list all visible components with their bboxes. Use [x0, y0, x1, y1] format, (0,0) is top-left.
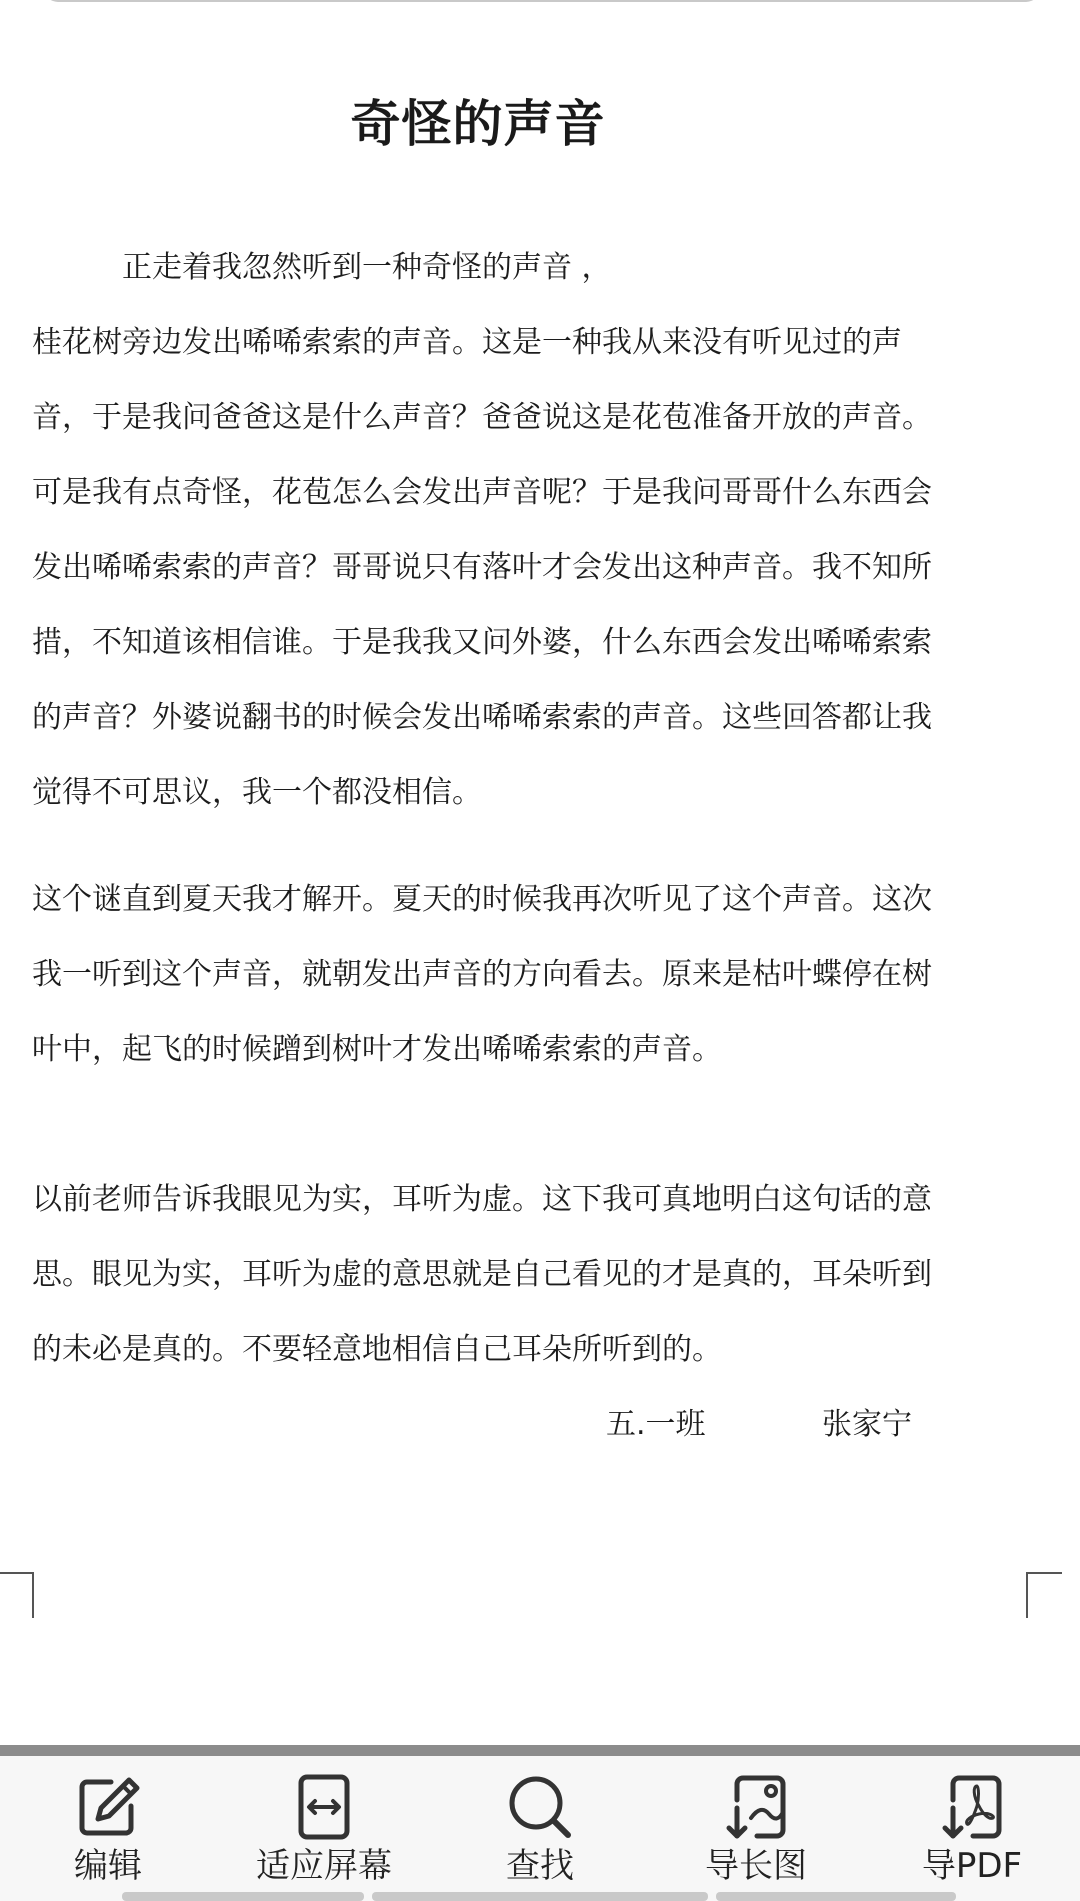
pdf-export-icon	[939, 1774, 1005, 1840]
paragraph-line: 发出唏唏索索的声音？哥哥说只有落叶才会发出这种声音。我不知所	[32, 550, 932, 585]
signature-author: 张家宁	[822, 1407, 912, 1442]
page-corner-mark-right	[1026, 1572, 1062, 1618]
export-long-image-button[interactable]	[656, 1774, 856, 1894]
paragraph-line: 措，不知道该相信谁。于是我我又问外婆，什么东西会发出唏唏索索	[32, 625, 932, 660]
export-pdf-button[interactable]	[872, 1774, 1072, 1894]
edit-button[interactable]	[8, 1774, 208, 1894]
fit-screen-label: 适应屏幕	[256, 1846, 392, 1886]
paragraph-line: 音，于是我问爸爸这是什么声音？爸爸说这是花苞准备开放的声音。	[32, 400, 932, 435]
document-title: 奇怪的声音	[350, 95, 606, 153]
paragraph-line: 可是我有点奇怪，花苞怎么会发出声音呢？于是我问哥哥什么东西会	[32, 475, 932, 510]
export-pdf-label: 导PDF	[921, 1846, 1023, 1886]
page-top-edge	[44, 0, 1040, 2]
fit-screen-icon	[291, 1774, 357, 1840]
scroll-track-segment	[122, 1892, 364, 1901]
paragraph-2	[32, 862, 1042, 1087]
find-button[interactable]	[440, 1774, 640, 1894]
edit-label: 编辑	[74, 1846, 142, 1886]
paragraph-line: 的未必是真的。不要轻意地相信自己耳朵所听到的。	[32, 1332, 722, 1367]
paragraph-line: 思。眼见为实，耳听为虚的意思就是自己看见的才是真的，耳朵听到	[32, 1257, 932, 1292]
paragraph-line: 的声音？外婆说翻书的时候会发出唏唏索索的声音。这些回答都让我	[32, 700, 932, 735]
paragraph-line: 桂花树旁边发出唏唏索索的声音。这是一种我从来没有听见过的声	[32, 325, 902, 360]
paragraph-line: 觉得不可思议，我一个都没相信。	[32, 775, 482, 810]
paragraph-line: 叶中，起飞的时候蹭到树叶才发出唏唏索索的声音。	[32, 1032, 722, 1067]
find-label: 查找	[506, 1846, 574, 1886]
paragraph-line: 以前老师告诉我眼见为实，耳听为虚。这下我可真地明白这句话的意	[32, 1182, 932, 1217]
paragraph-line: 正走着我忽然听到一种奇怪的声音 ，	[122, 250, 612, 285]
paragraph-line: 这个谜直到夏天我才解开。夏天的时候我再次听见了这个声音。这次	[32, 882, 932, 917]
fit-screen-button[interactable]	[224, 1774, 424, 1894]
scroll-track-segment	[716, 1892, 956, 1901]
scroll-track-segment	[372, 1892, 708, 1901]
long-image-icon	[723, 1774, 789, 1840]
paragraph-1	[32, 230, 1042, 830]
page-corner-mark-left	[0, 1572, 34, 1618]
export-long-image-label: 导长图	[705, 1846, 807, 1886]
edit-icon	[75, 1774, 141, 1840]
search-icon	[507, 1774, 573, 1840]
signature-class: 五.一班	[606, 1407, 706, 1442]
paragraph-3	[32, 1162, 1042, 1387]
bottom-toolbar	[0, 1745, 1080, 1901]
paragraph-line: 我一听到这个声音，就朝发出声音的方向看去。原来是枯叶蝶停在树	[32, 957, 932, 992]
